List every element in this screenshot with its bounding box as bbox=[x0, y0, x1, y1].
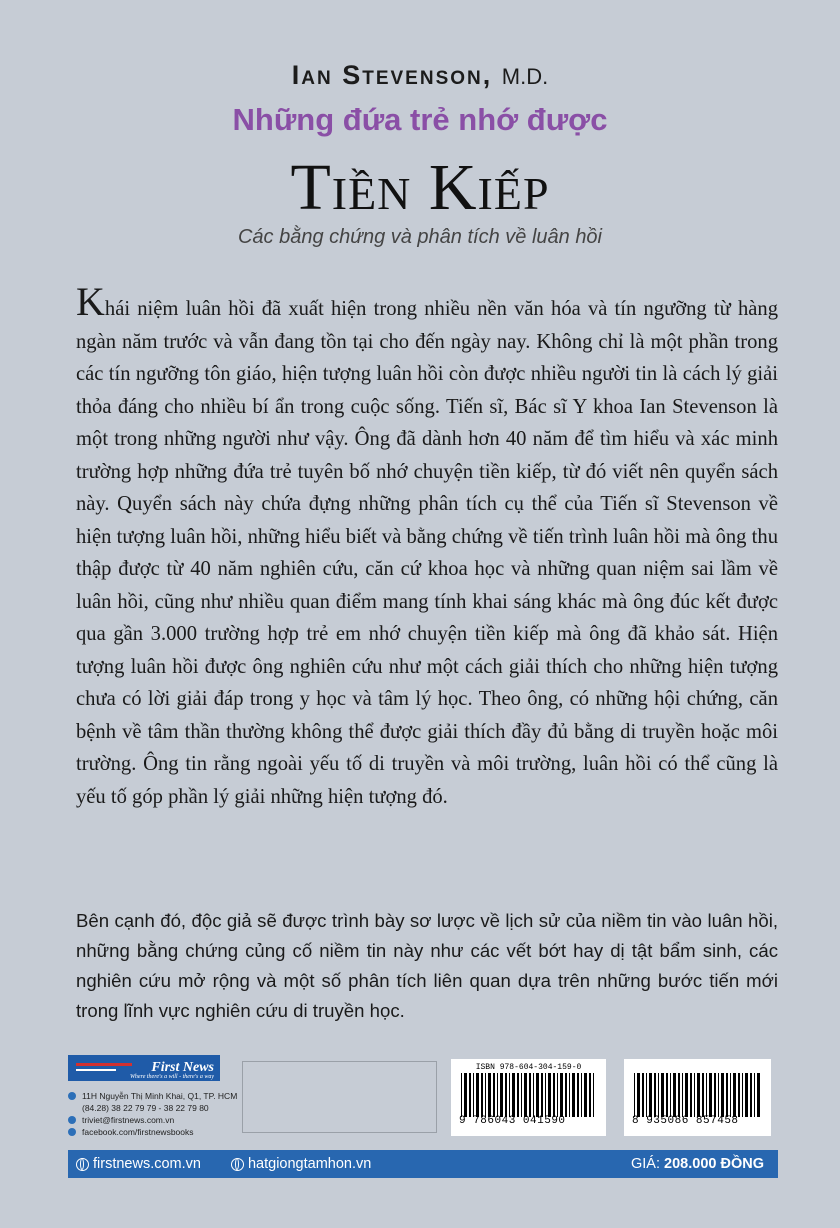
book-tagline: Các bằng chứng và phân tích về luân hồi bbox=[237, 226, 603, 248]
barcode-bar bbox=[569, 1073, 570, 1117]
barcode-bar bbox=[557, 1073, 558, 1117]
barcode-bar bbox=[521, 1073, 522, 1117]
barcode-bar bbox=[505, 1073, 507, 1117]
barcode-bar bbox=[469, 1073, 471, 1117]
barcode-bar bbox=[584, 1073, 587, 1117]
publisher-facebook bbox=[68, 1126, 248, 1138]
price-label: GIÁ: bbox=[631, 1156, 661, 1172]
barcode-bar bbox=[661, 1073, 664, 1117]
barcode-bar bbox=[646, 1073, 647, 1117]
barcode-bar bbox=[524, 1073, 527, 1117]
barcode-bar bbox=[678, 1073, 680, 1117]
author-name bbox=[0, 60, 840, 91]
barcode-bar bbox=[658, 1073, 659, 1117]
globe-icon bbox=[76, 1158, 89, 1171]
book-title: Tiền Kiếp bbox=[290, 151, 550, 224]
barcode-bar bbox=[517, 1073, 519, 1117]
barcode-bar bbox=[488, 1073, 491, 1117]
logo-arrow-icon bbox=[76, 1063, 132, 1066]
price bbox=[631, 1156, 764, 1172]
isbn-label: ISBN 978-604-304-159-0 bbox=[475, 1063, 582, 1072]
barcode-bar bbox=[581, 1073, 582, 1117]
book-subtitle-top: Những đứa trẻ nhớ được bbox=[232, 102, 608, 137]
barcode-bar bbox=[553, 1073, 555, 1117]
barcode-bar bbox=[733, 1073, 736, 1117]
publisher-phone bbox=[68, 1102, 248, 1114]
barcode-bar bbox=[721, 1073, 724, 1117]
phone-text: (84.28) 38 22 79 79 - 38 22 79 80 bbox=[82, 1103, 209, 1113]
barcode-bar bbox=[706, 1073, 707, 1117]
barcode-bar bbox=[493, 1073, 495, 1117]
product-barcode bbox=[624, 1059, 771, 1136]
footer-site-1[interactable] bbox=[76, 1156, 201, 1172]
barcode-bar bbox=[702, 1073, 704, 1117]
facebook-icon bbox=[68, 1128, 76, 1136]
footer-site-2[interactable] bbox=[231, 1156, 371, 1172]
barcode-bar bbox=[730, 1073, 731, 1117]
footer-sites bbox=[76, 1156, 371, 1172]
author-name-text: Ian Stevenson, bbox=[291, 60, 493, 90]
publisher-email bbox=[68, 1114, 248, 1126]
barcode-bar bbox=[685, 1073, 688, 1117]
barcode-bar bbox=[697, 1073, 700, 1117]
facebook-text: facebook.com/firstnewsbooks bbox=[82, 1127, 194, 1137]
barcode-bar bbox=[754, 1073, 755, 1117]
barcode-bar bbox=[666, 1073, 668, 1117]
barcode-bar bbox=[673, 1073, 676, 1117]
location-pin-icon bbox=[68, 1092, 76, 1100]
barcode-bar bbox=[512, 1073, 515, 1117]
barcode-bar bbox=[589, 1073, 591, 1117]
logo-stripe-icon bbox=[76, 1069, 116, 1071]
product-bars bbox=[632, 1073, 763, 1117]
barcode-bar bbox=[541, 1073, 543, 1117]
barcode-bar bbox=[718, 1073, 719, 1117]
barcode-bar bbox=[529, 1073, 531, 1117]
barcode-bar bbox=[709, 1073, 712, 1117]
barcode-bar bbox=[500, 1073, 503, 1117]
author-suffix: M.D. bbox=[501, 64, 549, 89]
barcode-bar bbox=[536, 1073, 539, 1117]
publisher-address bbox=[68, 1090, 248, 1102]
barcode-bar bbox=[757, 1073, 760, 1117]
barcode-bar bbox=[461, 1073, 462, 1117]
summary-paragraph-2: Bên cạnh đó, độc giả sẽ được trình bày sơ lược về lịch sử của niềm tin vào luân hồi, những bằng chứng củng cố niềm tin này như các vết bớt hay dị tật bẩm sinh, các nghiên cứu mở rộng và một số phân tích liên quan dựa trên những bước tiến mới trong lĩnh vực nghiên cứu di truyền học. bbox=[76, 910, 778, 1021]
address-text: 11H Nguyễn Thị Minh Khai, Q1, TP. HCM bbox=[82, 1091, 238, 1101]
email-text: triviet@firstnews.com.vn bbox=[82, 1115, 175, 1125]
barcode-bar bbox=[694, 1073, 695, 1117]
barcode-bar bbox=[476, 1073, 479, 1117]
barcode-bar bbox=[670, 1073, 671, 1117]
price-value: 208.000 ĐỒNG bbox=[664, 1156, 764, 1172]
isbn-barcode bbox=[451, 1059, 606, 1136]
barcode-bar bbox=[497, 1073, 498, 1117]
isbn-digits: 9 786043 041590 bbox=[459, 1115, 566, 1127]
barcode-bar bbox=[654, 1073, 656, 1117]
publisher-logo bbox=[68, 1055, 220, 1081]
barcode-bar bbox=[682, 1073, 683, 1117]
barcode-bar bbox=[745, 1073, 748, 1117]
barcode-bar bbox=[714, 1073, 716, 1117]
barcode-bar bbox=[533, 1073, 534, 1117]
barcode-bar bbox=[481, 1073, 483, 1117]
barcode-bar bbox=[726, 1073, 728, 1117]
publisher-logo-text: First News bbox=[151, 1060, 214, 1075]
barcode-bar bbox=[593, 1073, 594, 1117]
globe-icon bbox=[231, 1158, 244, 1171]
barcode-bar bbox=[750, 1073, 752, 1117]
barcode-bar bbox=[473, 1073, 474, 1117]
footer-bar bbox=[68, 1150, 778, 1178]
barcode-bar bbox=[642, 1073, 644, 1117]
barcode-bar bbox=[637, 1073, 640, 1117]
barcode-bar bbox=[690, 1073, 692, 1117]
site-2-text: hatgiongtamhon.vn bbox=[247, 1156, 372, 1172]
stamp-placeholder bbox=[242, 1061, 437, 1133]
email-icon bbox=[68, 1116, 76, 1124]
barcode-bar bbox=[742, 1073, 743, 1117]
summary-paragraph-1: Khái niệm luân hồi đã xuất hiện trong nhiều nền văn hóa và tín ngưỡng từ hàng ngàn năm trước và vẫn đang tồn tại cho đến ngày nay. Không chỉ là một phần trong các tín ngưỡng tôn giáo, hiện tượng luân hồi còn được nhiều người tin là cách lý giải thỏa đáng cho nhiều bí ẩn trong cuộc sống. Tiến sĩ, Bác sĩ Y khoa Ian Stevenson là một trong những người như vậy. Ông đã dành hơn 40 năm để tìm hiểu và xác minh trường hợp những đứa trẻ tuyên bố nhớ chuyện tiền kiếp, từ đó viết nên quyển sách này. Quyển sách này chứa đựng những phân tích cụ thể của Tiến sĩ Stevenson về hiện tượng luân hồi, những hiểu biết và bằng chứng về tiến trình luân hồi mà ông thu thập được từ 40 năm nghiên cứu, căn cứ khoa học và những quan niệm sai lầm về luân hồi, cũng như nhiều quan điểm mang tính khai sáng khác mà ông đúc kết được qua gần 3.000 trường hợp trẻ em nhớ chuyện tiền kiếp mà ông đã khảo sát. Hiện tượng luân hồi được ông nghiên cứu như một cách giải thích cho những hiện tượng chưa có lời giải đáp trong y học và tâm lý học. Theo ông, có những hội chứng, căn bệnh về tâm thần thường không thể được giải thích đầy đủ bằng di truyền hoặc môi trường. Ông tin rằng ngoài yếu tố di truyền và môi trường, luân hồi có thể cũng là yếu tố góp phần lý giải những hiện tượng đó. bbox=[76, 279, 778, 808]
barcode-bar bbox=[572, 1073, 575, 1117]
publisher-logo-tagline: Where there's a will - there's a way bbox=[129, 1074, 214, 1080]
barcode-bar bbox=[485, 1073, 486, 1117]
barcode-bar bbox=[545, 1073, 546, 1117]
barcode-bar bbox=[649, 1073, 652, 1117]
barcode-bar bbox=[560, 1073, 563, 1117]
product-barcode-top bbox=[632, 1063, 763, 1073]
barcode-bar bbox=[577, 1073, 579, 1117]
barcode-bar bbox=[509, 1073, 510, 1117]
barcode-bar bbox=[738, 1073, 740, 1117]
barcode-bar bbox=[565, 1073, 567, 1117]
barcode-bar bbox=[634, 1073, 635, 1117]
site-1-text: firstnews.com.vn bbox=[93, 1156, 201, 1172]
product-digits: 8 935086 857458 bbox=[632, 1115, 739, 1127]
isbn-bars bbox=[459, 1073, 598, 1117]
publisher-contact bbox=[68, 1090, 248, 1138]
barcode-bar bbox=[464, 1073, 467, 1117]
barcode-bar bbox=[548, 1073, 551, 1117]
